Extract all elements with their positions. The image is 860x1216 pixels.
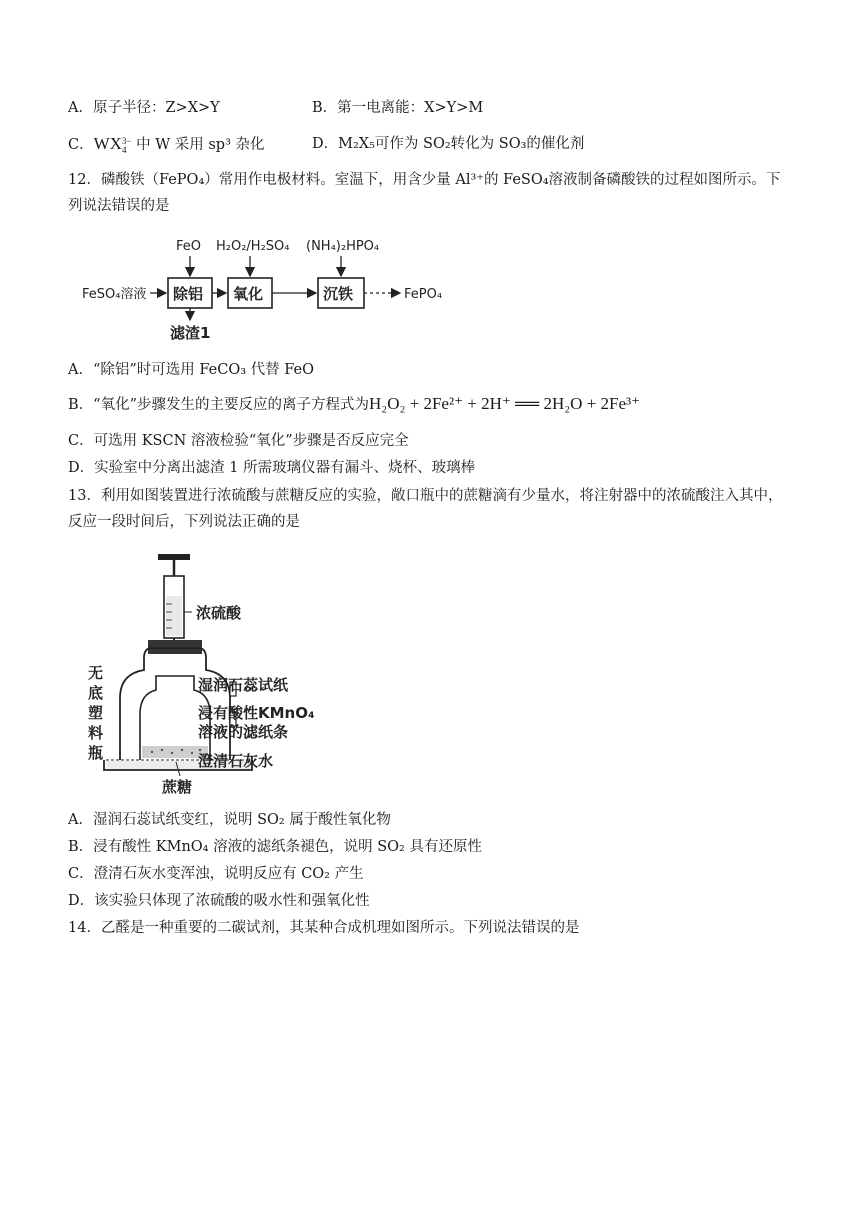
flow-reagent2: H₂O₂/H₂SO₄	[216, 239, 290, 254]
q11-option-c-formula	[94, 134, 132, 153]
q12-option-c: C．可选用 KSCN 溶液检验“氧化”步骤是否反应完全	[68, 433, 409, 449]
label-bottle-char2: 底	[88, 684, 104, 702]
q13-option-c: C．澄清石灰水变浑浊，说明反应有 CO₂ 产生	[68, 866, 364, 882]
q11-option-b: B．第一电离能：X>Y>M	[312, 100, 484, 116]
bottle-stopper	[148, 640, 202, 654]
q11-option-c-suffix: 中 W 采用 sp³ 杂化	[136, 137, 265, 153]
q12-option-b	[68, 394, 640, 415]
flow-reagent1: FeO	[176, 239, 201, 254]
q13-option-b: B．浸有酸性 KMnO₄ 溶液的滤纸条褪色，说明 SO₂ 具有还原性	[68, 839, 482, 855]
q13-option-a: A．湿润石蕊试纸变红，说明 SO₂ 属于酸性氧化物	[68, 812, 391, 828]
q13-option-d: D．该实验只体现了浓硫酸的吸水性和强氧化性	[68, 893, 370, 909]
q12-option-b-equation: H₂O₂ + 2Fe²⁺ + 2H⁺ ══ 2H₂O + 2Fe³⁺	[368, 394, 641, 413]
q12-option-a: A．“除铝”时可选用 FeCO₃ 代替 FeO	[68, 362, 315, 378]
q12-stem-line2: 列说法错误的是	[68, 198, 170, 214]
q12-flowchart	[80, 232, 460, 342]
label-bottle-char4: 料	[88, 724, 104, 742]
label-kmno4-line1: 浸有酸性KMnO₄	[198, 704, 315, 722]
label-conc-acid: 浓硫酸	[196, 604, 242, 622]
q11-option-c-formula-sup: 3−	[121, 136, 132, 146]
syringe-plunger-cap	[158, 554, 190, 560]
label-litmus: 湿润石蕊试纸	[198, 676, 289, 694]
q11-option-a: A．原子半径：Z>X>Y	[68, 100, 220, 116]
q13-apparatus	[80, 548, 340, 800]
label-limewater: 澄清石灰水	[198, 752, 274, 770]
flow-box3-label: 沉铁	[323, 285, 354, 303]
label-bottle-char1: 无	[88, 664, 104, 682]
q11-option-c-prefix: C．	[68, 137, 94, 153]
label-bottle-char3: 塑	[88, 704, 104, 722]
label-sucrose: 蔗糖	[162, 778, 193, 796]
q11-option-c-formula-sub: 4	[121, 145, 127, 155]
flow-product: FePO₄	[404, 287, 443, 302]
q13-stem-line1: 13．利用如图装置进行浓硫酸与蔗糖反应的实验，敞口瓶中的蔗糖滴有少量水，将注射器中的浓硫酸注入其中，	[68, 488, 783, 504]
q12-stem-line1: 12．磷酸铁（FePO₄）常用作电极材料。室温下，用含少量 Al³⁺的 FeSO₄溶液制备磷酸铁的过程如图所示。下	[68, 172, 781, 188]
flow-box2-label: 氧化	[233, 285, 264, 303]
flow-box1-label: 除铝	[173, 285, 204, 303]
q11-option-c-formula-base: WX	[93, 134, 122, 153]
flow-byproduct: 滤渣1	[170, 324, 211, 342]
q12-option-d: D．实验室中分离出滤渣 1 所需玻璃仪器有漏斗、烧杯、玻璃棒	[68, 460, 476, 476]
label-bottle-char5: 瓶	[88, 744, 104, 762]
q11-option-c	[68, 134, 265, 155]
q11-option-d: D．M₂X₅可作为 SO₂转化为 SO₃的催化剂	[312, 136, 585, 152]
label-kmno4-line2: 溶液的滤纸条	[198, 723, 289, 741]
flow-reagent3: (NH₄)₂HPO₄	[306, 239, 380, 254]
flow-start-label: FeSO₄溶液	[82, 287, 147, 302]
q14-stem: 14．乙醛是一种重要的二碳试剂，其某种合成机理如图所示。下列说法错误的是	[68, 920, 580, 936]
q13-stem-line2: 反应一段时间后，下列说法正确的是	[68, 514, 300, 530]
q12-option-b-prefix: B．“氧化”步骤发生的主要反应的离子方程式为	[68, 397, 369, 413]
